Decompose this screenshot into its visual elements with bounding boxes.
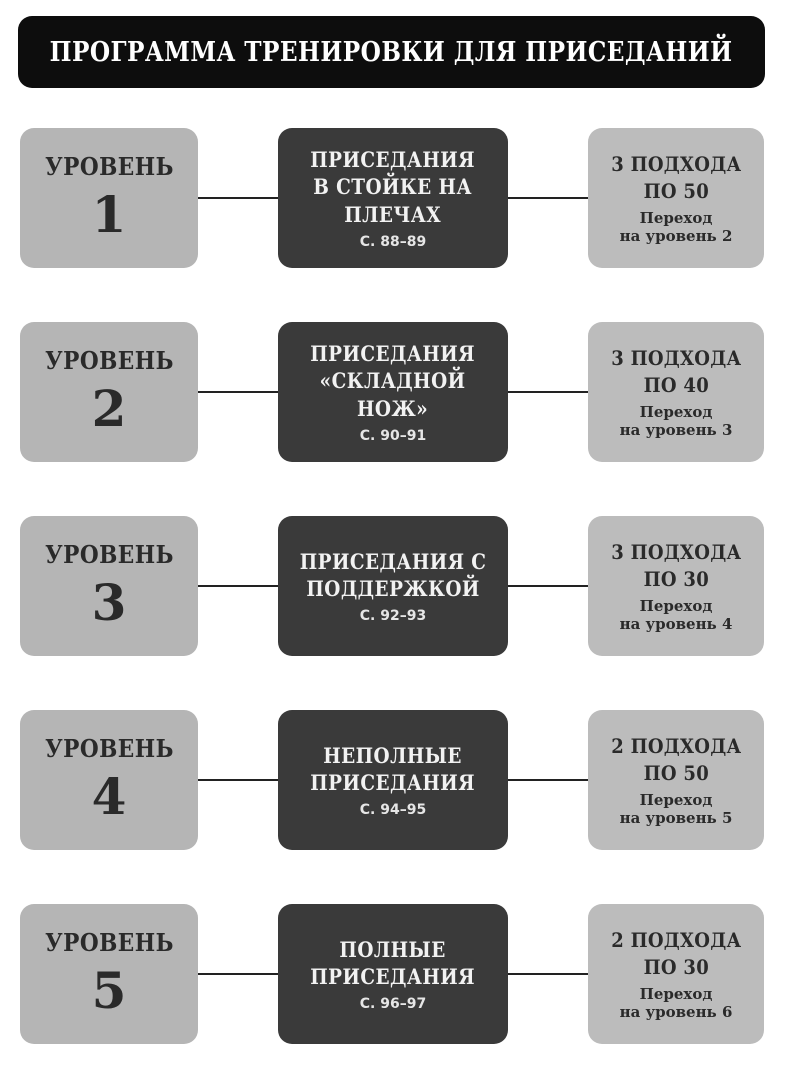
connector-line (198, 585, 278, 587)
sets-box (588, 322, 764, 462)
next-level-note: Переход на уровень 6 (619, 985, 733, 1021)
sets-reps: 3 ПОДХОДА ПО 40 (610, 346, 742, 397)
level-row-1 (0, 128, 790, 268)
level-row-3 (0, 516, 790, 656)
connector-line (508, 197, 588, 199)
sets-box (588, 128, 764, 268)
level-row-5 (0, 904, 790, 1044)
page-reference: С. 96–97 (359, 996, 427, 1013)
level-number: 5 (91, 960, 127, 1020)
level-label: УРОВЕНЬ (44, 540, 174, 570)
exercise-name: ПРИСЕДАНИЯ В СТОЙКЕ НА ПЛЕЧАХ (310, 147, 476, 227)
page-reference: С. 88–89 (359, 233, 427, 250)
level-label: УРОВЕНЬ (44, 928, 174, 958)
connector-line (198, 973, 278, 975)
exercise-name: ПРИСЕДАНИЯ «СКЛАДНОЙ НОЖ» (310, 341, 476, 421)
connector-line (198, 391, 278, 393)
level-label: УРОВЕНЬ (44, 734, 174, 764)
sets-reps: 2 ПОДХОДА ПО 30 (610, 928, 742, 979)
next-level-note: Переход на уровень 5 (619, 791, 733, 827)
level-number: 4 (91, 766, 127, 826)
level-box (20, 710, 198, 850)
level-box (20, 128, 198, 268)
exercise-box (278, 322, 508, 462)
exercise-name: ПОЛНЫЕ ПРИСЕДАНИЯ (310, 936, 476, 989)
page-title: ПРОГРАММА ТРЕНИРОВКИ ДЛЯ ПРИСЕДАНИЙ (50, 36, 733, 68)
exercise-name: ПРИСЕДАНИЯ С ПОДДЕРЖКОЙ (299, 548, 487, 601)
level-row-4 (0, 710, 790, 850)
sets-reps: 3 ПОДХОДА ПО 50 (610, 152, 742, 203)
exercise-box (278, 710, 508, 850)
next-level-note: Переход на уровень 2 (619, 209, 733, 245)
next-level-note: Переход на уровень 4 (619, 597, 733, 633)
connector-line (198, 197, 278, 199)
level-box (20, 322, 198, 462)
exercise-name: НЕПОЛНЫЕ ПРИСЕДАНИЯ (310, 742, 476, 795)
sets-box (588, 710, 764, 850)
page-reference: С. 90–91 (359, 427, 427, 444)
exercise-box (278, 904, 508, 1044)
exercise-box (278, 128, 508, 268)
level-label: УРОВЕНЬ (44, 152, 174, 182)
level-box (20, 516, 198, 656)
level-box (20, 904, 198, 1044)
next-level-note: Переход на уровень 3 (619, 403, 733, 439)
connector-line (508, 779, 588, 781)
connector-line (508, 585, 588, 587)
sets-box (588, 904, 764, 1044)
connector-line (508, 973, 588, 975)
level-number: 2 (91, 378, 127, 438)
level-row-2 (0, 322, 790, 462)
sets-reps: 3 ПОДХОДА ПО 30 (610, 540, 742, 591)
exercise-box (278, 516, 508, 656)
level-label: УРОВЕНЬ (44, 346, 174, 376)
connector-line (508, 391, 588, 393)
sets-box (588, 516, 764, 656)
level-number: 3 (91, 572, 127, 632)
level-number: 1 (91, 184, 127, 244)
page-reference: С. 92–93 (359, 608, 427, 625)
connector-line (198, 779, 278, 781)
page-reference: С. 94–95 (359, 802, 427, 819)
sets-reps: 2 ПОДХОДА ПО 50 (610, 734, 742, 785)
